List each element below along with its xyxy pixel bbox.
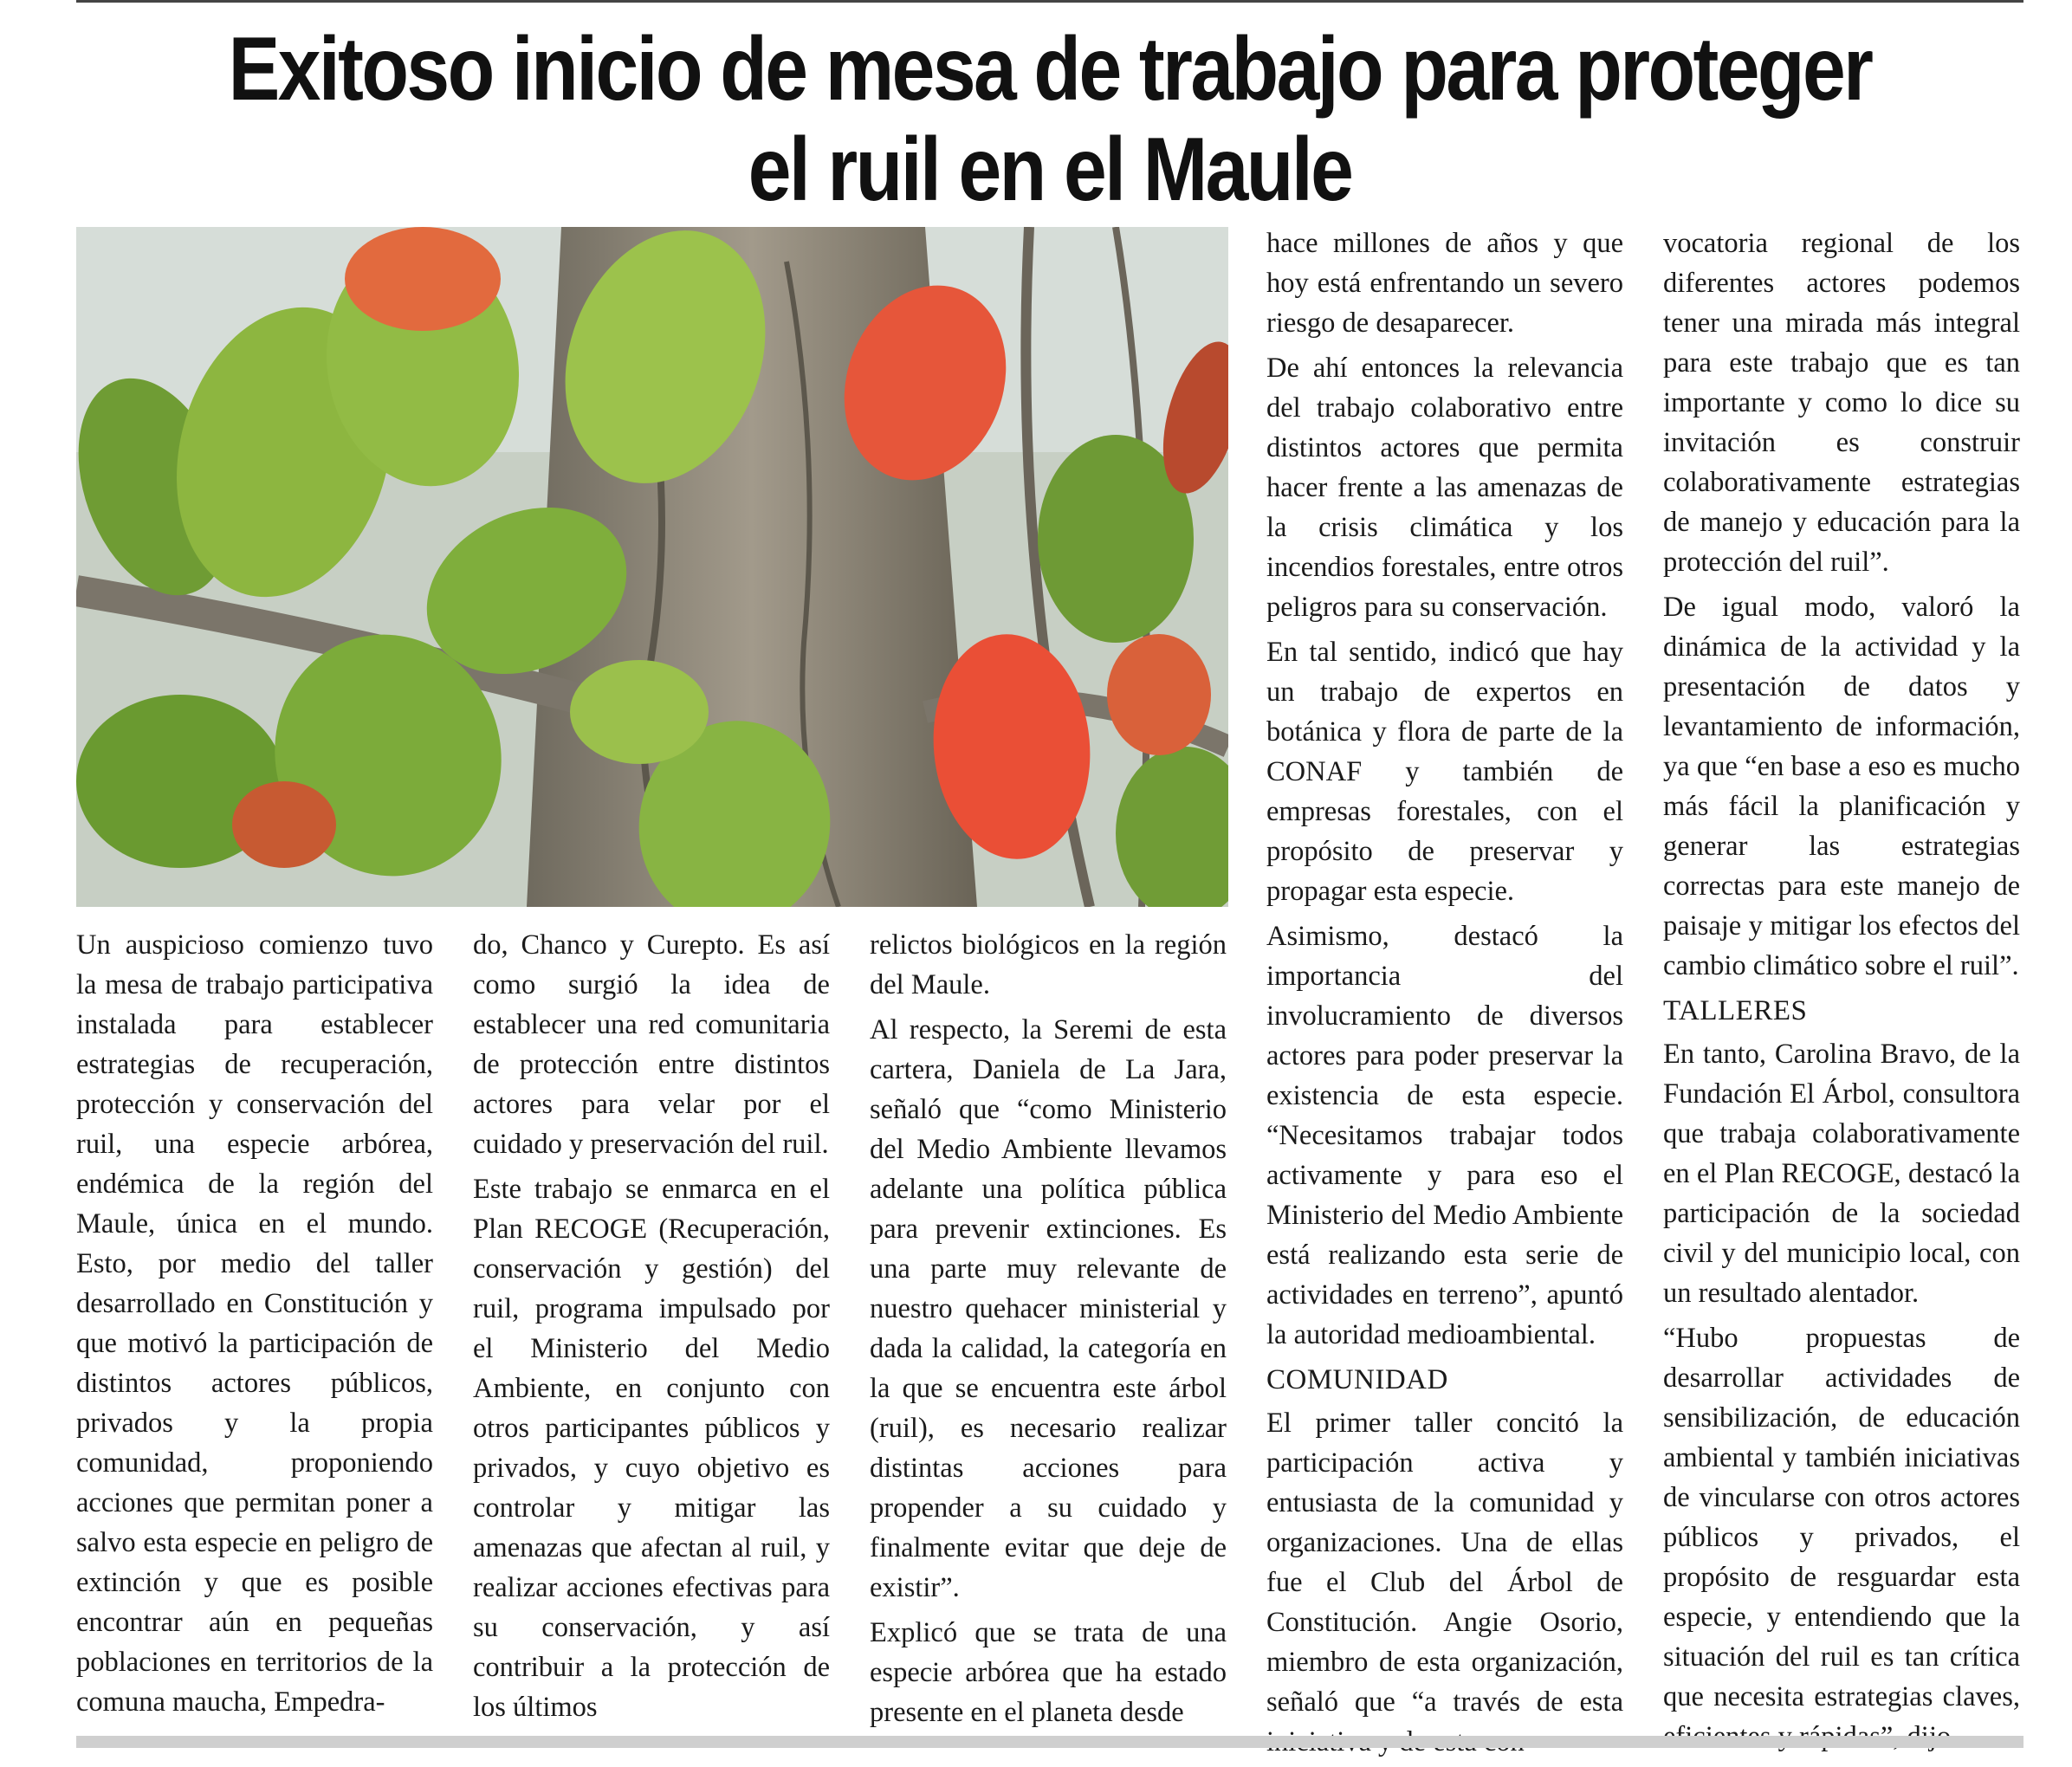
article-column-5 bbox=[1663, 223, 2020, 1762]
top-rule bbox=[76, 0, 2023, 3]
paragraph: Un auspicioso comienzo tuvo la mesa de trabajo participativa instalada para establecer estrategias de recuperación, protección y conservación del ruil, una especie arbórea, endémica de la región del Maule, única en el mundo. Esto, por medio del taller desarrollado en Constitución y que motivó la participación de distintos actores públicos, privados y la propia comunidad, proponiendo acciones que permitan poner a salvo esta especie en peligro de extinción y que es posible encontrar aún en pequeñas poblaciones en territorios de la comuna maucha, Empedra- bbox=[76, 929, 433, 1718]
paragraph: En tanto, Carolina Bravo, de la Fundación El Árbol, consultora que trabaja colaborativamente en el Plan RECOGE, destacó la participación de la sociedad civil y del municipio local, con un resultado alentador. bbox=[1663, 1039, 2020, 1309]
paragraph: relictos biológicos en la región del Maule. bbox=[870, 929, 1227, 1000]
article-column-3 bbox=[870, 925, 1227, 1738]
article-column-2 bbox=[473, 925, 830, 1732]
article-headline: Exitoso inicio de mesa de trabajo para proteger el ruil en el Maule bbox=[228, 19, 1872, 220]
paragraph: Explicó que se trata de una especie arbórea que ha estado presente en el planeta desde bbox=[870, 1617, 1227, 1728]
paragraph: “Hubo propuestas de desarrollar actividades de sensibilización, de educación ambiental y también iniciativas de vincularse con otros actores públicos y privados, el propósito de resguardar esta especie, y entendiendo que la situación del ruil es tan crítica que necesita estrategias claves, bbox=[1663, 1323, 2020, 1712]
paragraph: vocatoria regional de los diferentes actores podemos tener una mirada más integral para este trabajo que es tan importante y como lo dice su invitación es construir colaborativamente estrategias de manejo y educación para la protección del ruil”. bbox=[1663, 228, 2020, 578]
paragraph: Este trabajo se enmarca en el Plan RECOGE (Recuperación, conservación y gestión) del ruil, programa impulsado por el Ministerio del Medio Ambiente, en conjunto con otros participantes públicos y privados, y cuyo objetivo es controlar y mitigar las amenazas que afectan al ruil, y realizar acciones efectivas para su conservación, y así contribuir a la protección de los últimos bbox=[473, 1174, 830, 1723]
article-photo bbox=[76, 227, 1228, 907]
paragraph: De igual modo, valoró la dinámica de la actividad y la presentación de datos y levantamiento de información, ya que “en base a eso es mucho más fácil la planificación y generar las estrategias correctas para este manejo de paisaje y mitigar los efectos del cambio climático sobre el ruil”. bbox=[1663, 592, 2020, 981]
paragraph: do, Chanco y Curepto. Es así como surgió la idea de establecer una red comunitaria de protección entre distintos actores para velar por el cuidado y preservación del ruil. bbox=[473, 929, 830, 1160]
paragraph: Asimismo, destacó la importancia del involucramiento de diversos actores para poder preservar la existencia de esta especie. “Necesitamos trabajar todos activamente y para eso el Ministerio del Medio Ambiente está realizando esta serie de actividades en terreno”, apuntó la autoridad medioambiental. bbox=[1266, 921, 1623, 1350]
article-column-1 bbox=[76, 925, 433, 1727]
subheading-talleres: TALLERES bbox=[1663, 995, 1808, 1026]
paragraph: hace millones de años y que hoy está enfrentando un severo riesgo de desaparecer. bbox=[1266, 228, 1623, 339]
paragraph: De ahí entonces la relevancia del trabajo colaborativo entre distintos actores que permita hacer frente a las amenazas de la crisis climática y los incendios forestales, entre otros peligros para su conservación. bbox=[1266, 353, 1623, 623]
paragraph: El primer taller concitó la participación activa y entusiasta de la comunidad y organizaciones. Una de ellas fue el Club del Árbol de Constitución. Angie Osorio, miembro de esta organización, señaló que “a través de esta bbox=[1266, 1408, 1623, 1718]
paragraph: En tal sentido, indicó que hay un trabajo de expertos en botánica y flora de parte de la CONAF y también de empresas forestales, con el propósito de preservar y propagar esta especie. bbox=[1266, 637, 1623, 907]
paragraph: Al respecto, la Seremi de esta cartera, Daniela de La Jara, señaló que “como Ministerio del Medio Ambiente llevamos adelante una política pública para prevenir extinciones. Es una parte muy relevante de nuestro quehacer ministerial y dada la calidad, la categoría en la que se encuentra este árbol (ruil), es necesario realizar distintas acciones para propender a su cuidado y finalmente evitar que deje de existir”. bbox=[870, 1014, 1227, 1603]
ruil-leaves-image bbox=[76, 227, 1228, 907]
bottom-rule bbox=[76, 1736, 2023, 1748]
subheading-comunidad: COMUNIDAD bbox=[1266, 1364, 1448, 1395]
article-column-4 bbox=[1266, 223, 1623, 1767]
